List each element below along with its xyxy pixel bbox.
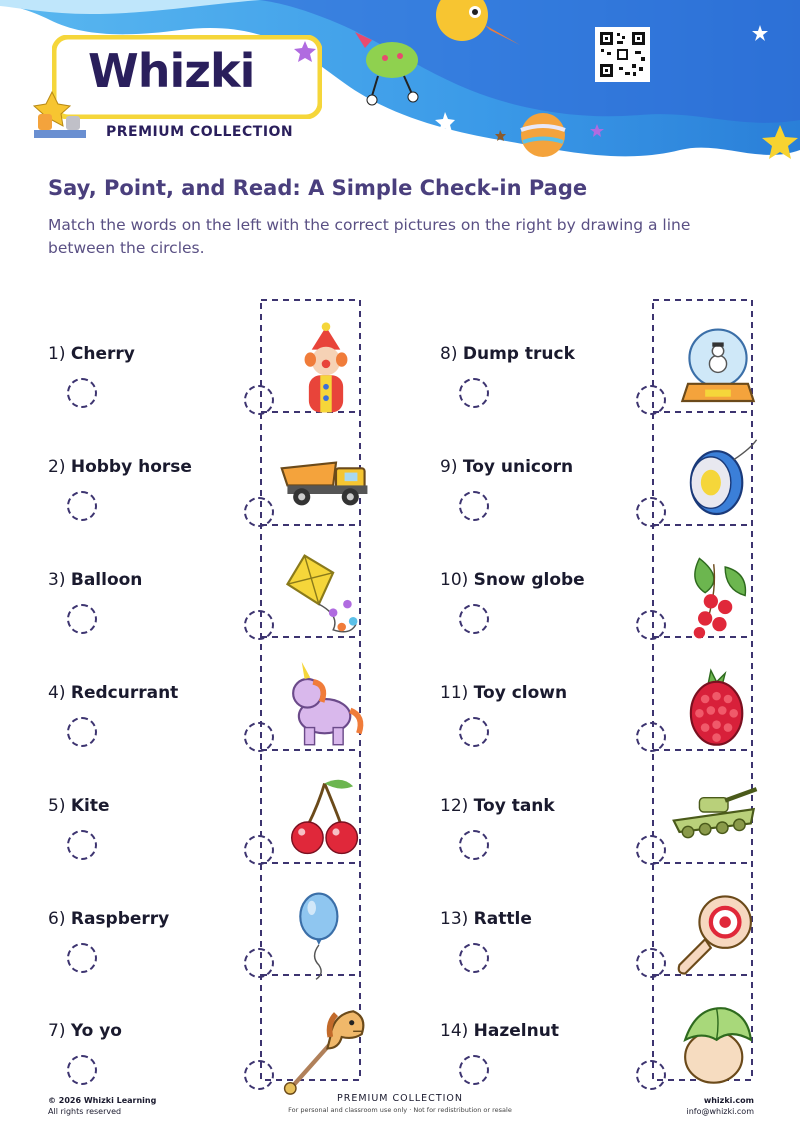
brand-logo-text: Whizki	[88, 44, 255, 98]
right-picture-circle-5[interactable]	[636, 835, 666, 865]
footer-collection: PREMIUM COLLECTION For personal and classroom use only · Not for redistribution or resale	[288, 1093, 512, 1114]
left-picture-circle-2[interactable]	[244, 497, 274, 527]
hazelnut-icon	[668, 991, 768, 1103]
footer-copyright: © 2026 Whizki Learning All rights reserved	[48, 1096, 157, 1116]
kite-icon	[276, 541, 376, 653]
left-word-circle-7[interactable]	[67, 1055, 97, 1085]
left-picture-circle-7[interactable]	[244, 1060, 274, 1090]
left-word-circle-5[interactable]	[67, 830, 97, 860]
toy-clown-icon	[276, 315, 376, 427]
right-picture-circle-2[interactable]	[636, 497, 666, 527]
right-picture-circle-7[interactable]	[636, 1060, 666, 1090]
left-word-2: 2) Hobby horse	[48, 457, 192, 477]
right-picture-circle-4[interactable]	[636, 722, 666, 752]
left-word-7: 7) Yo yo	[48, 1021, 122, 1041]
right-word-14: 14) Hazelnut	[440, 1021, 559, 1041]
left-word-4: 4) Redcurrant	[48, 683, 179, 703]
left-word-6: 6) Raspberry	[48, 909, 170, 929]
footer-contact: whizki.com info@whizki.com	[686, 1096, 754, 1116]
right-word-13: 13) Rattle	[440, 909, 532, 929]
right-word-circle-14[interactable]	[459, 1055, 489, 1085]
left-word-circle-3[interactable]	[67, 604, 97, 634]
redcurrant-icon	[668, 541, 768, 653]
right-picture-circle-6[interactable]	[636, 948, 666, 978]
dump-truck-icon	[276, 428, 376, 540]
snow-globe-icon	[668, 315, 768, 427]
right-picture-circle-1[interactable]	[636, 385, 666, 415]
right-word-circle-10[interactable]	[459, 604, 489, 634]
left-picture-circle-5[interactable]	[244, 835, 274, 865]
left-word-circle-2[interactable]	[67, 491, 97, 521]
right-word-circle-13[interactable]	[459, 943, 489, 973]
left-word-1: 1) Cherry	[48, 344, 135, 364]
left-picture-circle-1[interactable]	[244, 385, 274, 415]
toy-tank-icon	[668, 766, 768, 878]
right-picture-circle-3[interactable]	[636, 610, 666, 640]
left-picture-circle-3[interactable]	[244, 610, 274, 640]
hobby-horse-icon	[276, 991, 376, 1103]
right-word-circle-12[interactable]	[459, 830, 489, 860]
yo-yo-icon	[668, 428, 768, 540]
toy-unicorn-icon	[276, 653, 376, 765]
right-word-10: 10) Snow globe	[440, 570, 585, 590]
page-title: Say, Point, and Read: A Simple Check-in Page	[48, 176, 588, 200]
left-picture-circle-6[interactable]	[244, 948, 274, 978]
left-word-circle-1[interactable]	[67, 378, 97, 408]
rattle-icon	[668, 879, 768, 991]
left-word-circle-4[interactable]	[67, 717, 97, 747]
instructions-text: Match the words on the left with the correct pictures on the right by drawing a line between the circles.	[48, 216, 691, 257]
right-word-8: 8) Dump truck	[440, 344, 575, 364]
right-word-circle-8[interactable]	[459, 378, 489, 408]
right-word-circle-9[interactable]	[459, 491, 489, 521]
raspberry-icon	[668, 653, 768, 765]
right-word-12: 12) Toy tank	[440, 796, 555, 816]
left-word-5: 5) Kite	[48, 796, 110, 816]
cherry-icon	[276, 766, 376, 878]
left-word-circle-6[interactable]	[67, 943, 97, 973]
left-picture-circle-4[interactable]	[244, 722, 274, 752]
right-word-11: 11) Toy clown	[440, 683, 568, 703]
right-word-circle-11[interactable]	[459, 717, 489, 747]
brand-tagline: PREMIUM COLLECTION	[106, 124, 294, 140]
left-word-3: 3) Balloon	[48, 570, 143, 590]
balloon-icon	[276, 879, 376, 991]
right-word-9: 9) Toy unicorn	[440, 457, 574, 477]
